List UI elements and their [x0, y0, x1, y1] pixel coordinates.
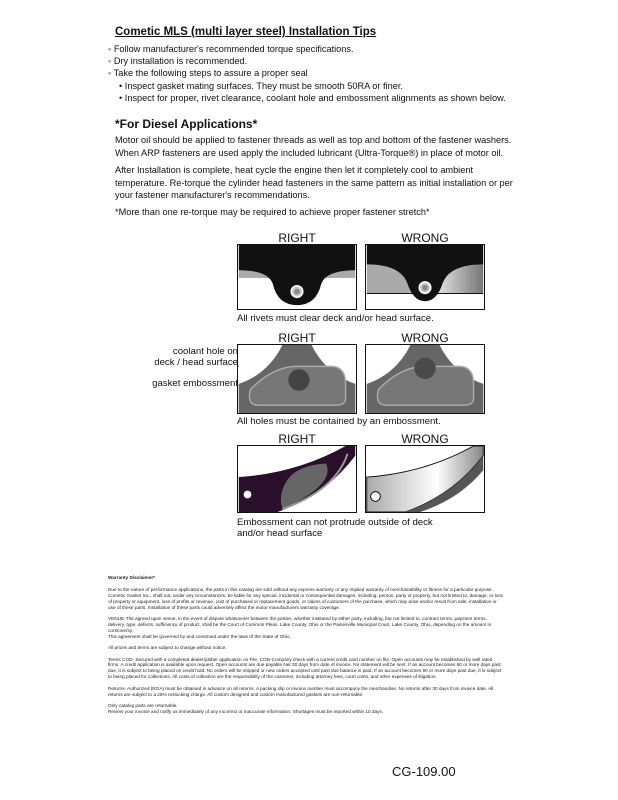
caption-text: Embossment can not protrude outside of deck: [237, 517, 433, 528]
warranty-disclaimer: [108, 575, 503, 720]
callout-text: coolant hole on: [172, 346, 238, 357]
page-title: Cometic MLS (multi layer steel) Installation Tips: [115, 26, 377, 38]
embossment-wrong-diagram: [365, 445, 485, 513]
tip-3: ◦ Take the following steps to assure a proper seal: [108, 68, 308, 78]
terms-paragraph: Terms COD- Secured with a completed dealer/jobber application on File, COD-Company check with a current credit card number on file. Open accounts may be established by well rated firms. A credit application is available upon request. Open accounts are due payable Net 30 days from date of invoice. No statement will be sent. If an account becomes 60 or more days past due, it is subject to being placed on credit hold. No orders will be shipped or new orders accepted until past due balance is paid. If an account becomes 90 or more days past due, it is subject to being placed for collections. All costs of collection are the responsibility of the customer, including attorney fees, court costs, and other expenses of litigation.: [108, 656, 502, 680]
coolant-right-diagram: [237, 344, 357, 414]
diesel-paragraph-2: After Installation is complete, heat cycle the engine then let it completely cool to ambient temperature. Re-torque the cylinder head fasteners in the same pattern as initial installation or per your fastener manufacturer's recommendations.: [115, 165, 513, 200]
right-label: RIGHT: [278, 432, 316, 446]
caption-embossment: [237, 517, 433, 539]
tip-text: Take the following steps to assure a proper seal: [113, 68, 308, 78]
catalog-text: Only catalog parts are returnable.: [108, 703, 178, 708]
prices-paragraph: All prices and terms are subject to change without notice.: [108, 645, 227, 651]
subtip-2: • Inspect for proper, rivet clearance, coolant hole and embossment alignments as shown below.: [119, 93, 506, 103]
callout-gasket-embossment: gasket embossment: [152, 378, 238, 389]
diesel-paragraph-1: Motor oil should be applied to fastener threads as well as top and bottom of the fastener washers. When ARP fasteners are used apply the included lubricant (Ultra-Torque®) in place of motor oil.: [115, 135, 512, 158]
caption-rivets: All rivets must clear deck and/or head surface.: [237, 313, 434, 324]
warranty-heading: Warranty Disclaimer*: [108, 575, 155, 580]
coolant-wrong-diagram: [365, 344, 485, 414]
tip-text: Follow manufacturer's recommended torque specifications.: [113, 44, 354, 54]
rivet-wrong-diagram: [365, 244, 485, 310]
right-label: RIGHT: [278, 231, 316, 245]
diesel-heading: *For Diesel Applications*: [115, 117, 258, 131]
tip-2: ◦ Dry installation is recommended.: [108, 56, 248, 66]
wrong-label: WRONG: [401, 331, 449, 345]
wrong-label: WRONG: [401, 231, 449, 245]
caption-text: and/or head surface: [237, 528, 323, 539]
review-text: Review your invoice and notify us immediately of any incorrect or inaccurate information. Shortages must be reported within 10 days.: [108, 708, 384, 714]
wrong-label: WRONG: [401, 432, 449, 446]
subtip-1: • Inspect gasket mating surfaces. They must be smooth 50RA or finer.: [119, 81, 403, 91]
diesel-paragraph-3: *More than one re-torque may be required to achieve proper fastener stretch*: [115, 207, 430, 217]
warranty-paragraph: Due to the nature of performance applications, the parts in this catalog are sold without any express warranty or any implied warranty of merchantability or fitness for a particular purpose. Cometic Gasket Inc., shall not, under any circumstances, be liable for any special, incidental or consequential damages, including, person, party or property, but not limited to, damage, or loss of property or equipment, loss of profits or revenue, cost of purchased or replacement goods, or claims of customers of the purchase, which may arise and/or result from sale, installation or use of these parts. Installation of these parts could adversely affect the motor manufacturers warranty coverage.: [108, 586, 503, 610]
catalog-paragraph: [108, 703, 503, 715]
venue-text: VENUE-The agreed upon venue, in the event of dispute whatsoever between the parties, whether instituted by either party, including, but not limited to, contract terms, payment terms, delivery, type, defects, sufficiency of product, shall be the Court of Common Pleas, Lake County, Ohio or the Painesville Municipal Court, Lake County, Ohio, depending on the amount in controversy.: [108, 616, 492, 633]
venue-paragraph: [108, 616, 503, 640]
venue-law-text: This agreement shall be governed by and construed under the laws of the State of Ohio.: [108, 633, 291, 639]
tip-text: Dry installation is recommended.: [113, 56, 248, 66]
embossment-right-diagram: [237, 445, 357, 513]
callout-text: deck / head surface: [154, 357, 238, 368]
page-code: CG-109.00: [392, 764, 456, 779]
tip-1: ◦ Follow manufacturer's recommended torque specifications.: [108, 44, 354, 54]
right-label: RIGHT: [278, 331, 316, 345]
subtip-text: Inspect for proper, rivet clearance, coolant hole and embossment alignments as shown below.: [124, 93, 506, 103]
subtip-text: Inspect gasket mating surfaces. They must be smooth 50RA or finer.: [124, 81, 403, 91]
returns-paragraph: Returns- Authorized (RGA) must be obtained in advance on all returns. A packing slip or invoice number must accompany the merchandise. No returns after 30 days from invoice date. All returns are subject to a 25% restocking charge. All custom designed and custom manufactured gaskets are non-returnable.: [108, 685, 494, 697]
caption-holes: All holes must be contained by an embossment.: [237, 416, 441, 427]
rivet-right-diagram: [237, 244, 357, 310]
